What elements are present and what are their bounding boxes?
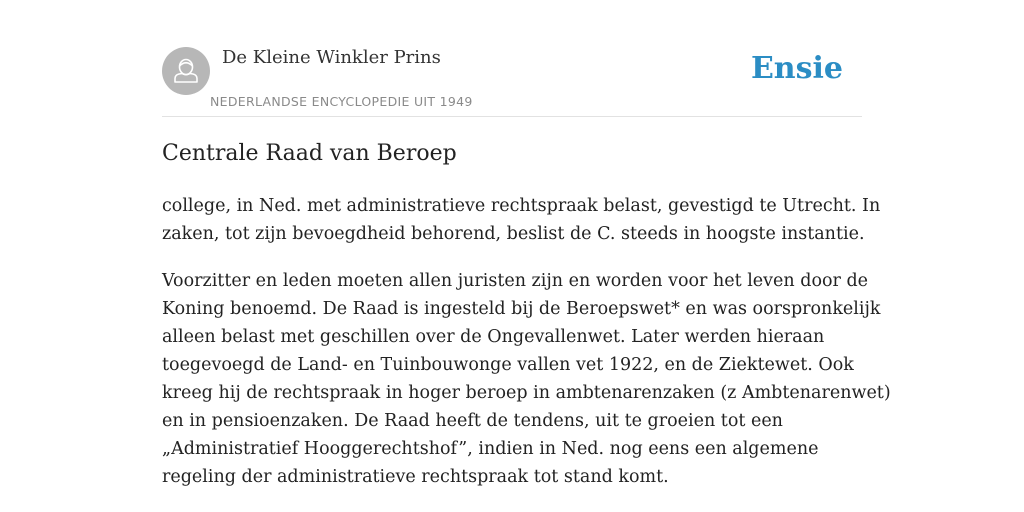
paragraph-line: Voorzitter en leden moeten allen juristen zijn en worden voor het leven door de <box>162 271 868 291</box>
paragraph-line: alleen belast met geschillen over de Ongevallenwet. Later werden hieraan <box>162 327 825 347</box>
article-body <box>162 192 891 510</box>
source-name[interactable]: De Kleine Winkler Prins <box>222 47 441 68</box>
source-subtitle: NEDERLANDSE ENCYCLOPEDIE UIT 1949 <box>210 94 473 109</box>
paragraph-line: Koning benoemd. De Raad is ingesteld bij de Beroepswet* en was oorspronkelijk <box>162 299 881 319</box>
paragraph-line: en in pensioenzaken. De Raad heeft de tendens, uit te groeien tot een <box>162 411 783 431</box>
paragraph-line: college, in Ned. met administratieve rechtspraak belast, gevestigd te Utrecht. In <box>162 196 881 216</box>
paragraph-line: zaken, tot zijn bevoegdheid behorend, beslist de C. steeds in hoogste instantie. <box>162 224 865 244</box>
ensie-logo[interactable]: Ensie <box>750 51 843 86</box>
paragraph-line: toegevoegd de Land- en Tuinbouwonge vallen vet 1922, en de Ziektewet. Ook <box>162 355 854 375</box>
user-icon[interactable] <box>162 47 210 95</box>
source-header <box>162 46 862 117</box>
paragraph-line: kreeg hij de rechtspraak in hoger beroep in ambtenarenzaken (z Ambtenarenwet) <box>162 383 891 403</box>
paragraph-line: regeling der administratieve rechtspraak tot stand komt. <box>162 467 669 487</box>
article-paragraph-2 <box>162 267 891 491</box>
paragraph-line: „Administratief Hooggerechtshof”, indien in Ned. nog eens een algemene <box>162 439 819 459</box>
article-title: Centrale Raad van Beroep <box>162 141 457 166</box>
article-paragraph-1 <box>162 192 881 248</box>
